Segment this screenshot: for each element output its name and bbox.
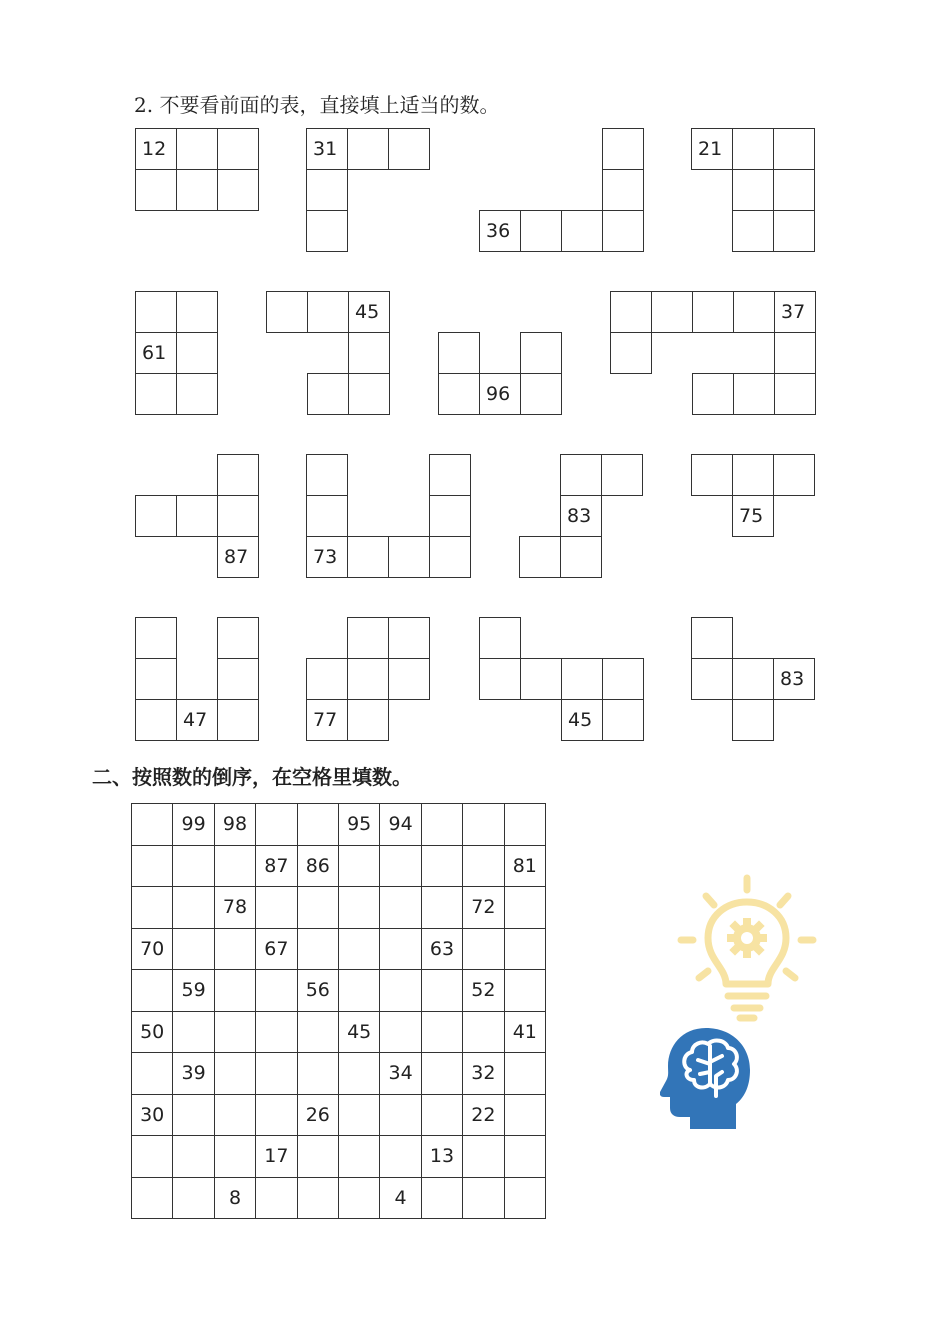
puzzle-cell-given: 45 — [561, 699, 603, 741]
puzzle-cell-given: 47 — [176, 699, 218, 741]
grid-cell-blank[interactable] — [422, 1178, 463, 1220]
puzzle-cell-blank[interactable] — [774, 373, 816, 415]
grid-cell-given: 13 — [422, 1136, 463, 1178]
puzzle-cell-blank[interactable] — [307, 373, 349, 415]
puzzle-cell-blank[interactable] — [602, 128, 644, 170]
puzzle-cell-blank[interactable] — [520, 332, 562, 374]
puzzle-cell-blank[interactable] — [347, 658, 389, 700]
grid-cell-given: 26 — [298, 1095, 339, 1137]
grid-cell-blank[interactable] — [132, 887, 173, 929]
grid-cell-blank[interactable] — [380, 929, 421, 971]
puzzle-cell-blank[interactable] — [602, 699, 644, 741]
grid-cell-blank[interactable] — [339, 1053, 380, 1095]
puzzle-cell-blank[interactable] — [774, 332, 816, 374]
grid-cell-given: 81 — [505, 846, 546, 888]
grid-cell-given: 95 — [339, 804, 380, 846]
puzzle-cell-given: 45 — [348, 291, 390, 333]
puzzle-cell-blank[interactable] — [348, 373, 390, 415]
grid-cell-blank[interactable] — [422, 1095, 463, 1137]
grid-cell-given: 67 — [256, 929, 297, 971]
grid-cell-given: 59 — [173, 970, 214, 1012]
grid-cell-blank[interactable] — [298, 1136, 339, 1178]
puzzle-cell-blank[interactable] — [176, 128, 218, 170]
puzzle-cell-blank[interactable] — [651, 291, 693, 333]
puzzle-cell-blank[interactable] — [176, 169, 218, 211]
puzzle-cell-given: 61 — [135, 332, 177, 374]
puzzle-cell-blank[interactable] — [217, 617, 259, 659]
grid-cell-blank[interactable] — [298, 1012, 339, 1054]
puzzle-cell-blank[interactable] — [135, 169, 177, 211]
grid-cell-blank[interactable] — [132, 846, 173, 888]
puzzle-cell-blank[interactable] — [217, 169, 259, 211]
puzzle-cell-blank[interactable] — [732, 658, 774, 700]
grid-cell-given: 63 — [422, 929, 463, 971]
puzzle-cell-blank[interactable] — [602, 169, 644, 211]
grid-cell-blank[interactable] — [298, 1053, 339, 1095]
puzzle-cell-blank[interactable] — [306, 169, 348, 211]
grid-cell-blank[interactable] — [173, 1012, 214, 1054]
grid-cell-blank[interactable] — [298, 929, 339, 971]
puzzle-cell-blank[interactable] — [519, 536, 561, 578]
puzzle-cell-blank[interactable] — [560, 536, 602, 578]
grid-cell-given: 56 — [298, 970, 339, 1012]
puzzle-cell-blank[interactable] — [388, 658, 430, 700]
grid-cell-blank[interactable] — [505, 1095, 546, 1137]
grid-cell-blank[interactable] — [339, 887, 380, 929]
puzzle-cell-given: 77 — [306, 699, 348, 741]
grid-cell-blank[interactable] — [298, 887, 339, 929]
grid-cell-blank[interactable] — [215, 1095, 256, 1137]
grid-cell-blank[interactable] — [215, 1012, 256, 1054]
puzzle-cell-blank[interactable] — [176, 495, 218, 537]
grid-cell-blank[interactable] — [505, 1136, 546, 1178]
puzzle-cell-given: 83 — [773, 658, 815, 700]
puzzle-cell-blank[interactable] — [479, 617, 521, 659]
grid-cell-blank[interactable] — [463, 846, 504, 888]
puzzle-cell-blank[interactable] — [732, 128, 774, 170]
grid-cell-blank[interactable] — [215, 1136, 256, 1178]
puzzle-cell-blank[interactable] — [217, 495, 259, 537]
grid-cell-given: 45 — [339, 1012, 380, 1054]
puzzle-cell-blank[interactable] — [306, 454, 348, 496]
puzzle-cell-blank[interactable] — [732, 454, 774, 496]
puzzle-cell-blank[interactable] — [732, 699, 774, 741]
grid-cell-given: 30 — [132, 1095, 173, 1137]
grid-cell-blank[interactable] — [339, 1178, 380, 1220]
puzzle-cell-blank[interactable] — [602, 658, 644, 700]
puzzle-cell-blank[interactable] — [307, 291, 349, 333]
puzzle-cell-blank[interactable] — [438, 332, 480, 374]
grid-cell-given: 17 — [256, 1136, 297, 1178]
puzzle-cell-blank[interactable] — [561, 210, 603, 252]
puzzle-cell-blank[interactable] — [520, 373, 562, 415]
lightbulb-gear-icon — [674, 872, 820, 1022]
puzzle-cell-blank[interactable] — [266, 291, 308, 333]
puzzle-cell-blank[interactable] — [176, 332, 218, 374]
grid-cell-given: 4 — [380, 1178, 421, 1220]
puzzle-cell-blank[interactable] — [691, 617, 733, 659]
grid-cell-blank[interactable] — [256, 887, 297, 929]
puzzle-cell-given: 12 — [135, 128, 177, 170]
puzzle-cell-blank[interactable] — [479, 658, 521, 700]
grid-cell-blank[interactable] — [463, 929, 504, 971]
puzzle-cell-blank[interactable] — [388, 617, 430, 659]
puzzle-cell-blank[interactable] — [217, 658, 259, 700]
grid-cell-blank[interactable] — [173, 1136, 214, 1178]
puzzle-cell-blank[interactable] — [306, 495, 348, 537]
puzzle-cell-blank[interactable] — [429, 454, 471, 496]
puzzle-cell-blank[interactable] — [601, 454, 643, 496]
grid-cell-blank[interactable] — [132, 804, 173, 846]
puzzle-cell-blank[interactable] — [520, 658, 562, 700]
head-brain-icon — [660, 1026, 752, 1130]
puzzle-cell-blank[interactable] — [176, 373, 218, 415]
grid-cell-blank[interactable] — [339, 846, 380, 888]
grid-cell-given: 70 — [132, 929, 173, 971]
grid-cell-blank[interactable] — [422, 804, 463, 846]
puzzle-cell-blank[interactable] — [348, 332, 390, 374]
puzzle-cell-blank[interactable] — [135, 495, 177, 537]
grid-cell-given: 98 — [215, 804, 256, 846]
puzzle-cell-blank[interactable] — [217, 454, 259, 496]
grid-cell-blank[interactable] — [505, 929, 546, 971]
puzzle-cell-blank[interactable] — [692, 373, 734, 415]
puzzle-cell-given: 96 — [479, 373, 521, 415]
grid-cell-blank[interactable] — [505, 1053, 546, 1095]
puzzle-cell-blank[interactable] — [561, 658, 603, 700]
section-2-title: 二、按照数的倒序，在空格里填数。 — [92, 765, 412, 789]
puzzle-cell-blank[interactable] — [429, 536, 471, 578]
grid-cell-blank[interactable] — [422, 846, 463, 888]
puzzle-cell-blank[interactable] — [773, 128, 815, 170]
grid-cell-blank[interactable] — [132, 1053, 173, 1095]
grid-cell-blank[interactable] — [505, 804, 546, 846]
puzzle-cell-blank[interactable] — [733, 291, 775, 333]
grid-cell-blank[interactable] — [505, 970, 546, 1012]
puzzle-cell-blank[interactable] — [347, 128, 389, 170]
grid-cell-blank[interactable] — [505, 1178, 546, 1220]
puzzle-cell-blank[interactable] — [176, 291, 218, 333]
puzzle-cell-blank[interactable] — [773, 454, 815, 496]
grid-cell-blank[interactable] — [380, 970, 421, 1012]
grid-cell-blank[interactable] — [463, 804, 504, 846]
grid-cell-blank[interactable] — [132, 970, 173, 1012]
grid-cell-blank[interactable] — [298, 804, 339, 846]
grid-cell-blank[interactable] — [298, 1178, 339, 1220]
puzzle-cell-blank[interactable] — [520, 210, 562, 252]
puzzle-cell-blank[interactable] — [347, 536, 389, 578]
grid-cell-given: 50 — [132, 1012, 173, 1054]
grid-cell-blank[interactable] — [215, 970, 256, 1012]
grid-cell-blank[interactable] — [173, 1095, 214, 1137]
puzzle-cell-blank[interactable] — [733, 373, 775, 415]
grid-cell-blank[interactable] — [173, 929, 214, 971]
puzzle-cell-blank[interactable] — [135, 699, 177, 741]
grid-cell-blank[interactable] — [380, 1136, 421, 1178]
grid-cell-blank[interactable] — [339, 929, 380, 971]
puzzle-cell-given: 83 — [560, 495, 602, 537]
puzzle-cell-blank[interactable] — [217, 699, 259, 741]
puzzle-cell-blank[interactable] — [388, 128, 430, 170]
puzzle-cell-blank[interactable] — [347, 617, 389, 659]
puzzle-cell-given: 37 — [774, 291, 816, 333]
puzzle-cell-blank[interactable] — [773, 169, 815, 211]
grid-cell-blank[interactable] — [256, 970, 297, 1012]
grid-cell-blank[interactable] — [380, 887, 421, 929]
grid-cell-given: 78 — [215, 887, 256, 929]
puzzle-cell-blank[interactable] — [429, 495, 471, 537]
grid-cell-given: 94 — [380, 804, 421, 846]
grid-cell-given: 34 — [380, 1053, 421, 1095]
grid-cell-given: 72 — [463, 887, 504, 929]
puzzle-cell-blank[interactable] — [217, 128, 259, 170]
grid-cell-blank[interactable] — [256, 804, 297, 846]
puzzle-cell-blank[interactable] — [135, 291, 177, 333]
grid-cell-blank[interactable] — [339, 1095, 380, 1137]
grid-cell-given: 52 — [463, 970, 504, 1012]
grid-cell-blank[interactable] — [422, 970, 463, 1012]
grid-cell-blank[interactable] — [256, 1053, 297, 1095]
grid-cell-blank[interactable] — [173, 887, 214, 929]
puzzle-cell-blank[interactable] — [691, 454, 733, 496]
grid-cell-blank[interactable] — [380, 1012, 421, 1054]
grid-cell-blank[interactable] — [339, 1136, 380, 1178]
grid-cell-blank[interactable] — [132, 1178, 173, 1220]
reverse-number-grid — [131, 803, 546, 1219]
puzzle-cell-blank[interactable] — [602, 210, 644, 252]
grid-cell-given: 87 — [256, 846, 297, 888]
puzzle-cell-given: 73 — [306, 536, 348, 578]
puzzle-cell-blank[interactable] — [773, 210, 815, 252]
puzzle-cell-given: 75 — [732, 495, 774, 537]
grid-cell-blank[interactable] — [463, 1012, 504, 1054]
grid-cell-blank[interactable] — [339, 970, 380, 1012]
grid-cell-blank[interactable] — [256, 1095, 297, 1137]
puzzle-cell-blank[interactable] — [691, 658, 733, 700]
grid-cell-blank[interactable] — [173, 1178, 214, 1220]
puzzle-cell-blank[interactable] — [610, 332, 652, 374]
grid-cell-blank[interactable] — [256, 1012, 297, 1054]
puzzle-cell-given: 21 — [691, 128, 733, 170]
grid-cell-blank[interactable] — [422, 1012, 463, 1054]
puzzle-cell-blank[interactable] — [438, 373, 480, 415]
puzzle-cell-blank[interactable] — [560, 454, 602, 496]
grid-cell-blank[interactable] — [173, 846, 214, 888]
grid-cell-given: 99 — [173, 804, 214, 846]
grid-cell-blank[interactable] — [422, 1053, 463, 1095]
grid-cell-blank[interactable] — [380, 1095, 421, 1137]
puzzle-cell-blank[interactable] — [135, 373, 177, 415]
puzzle-cell-blank[interactable] — [388, 536, 430, 578]
puzzle-cell-blank[interactable] — [732, 169, 774, 211]
grid-cell-given: 86 — [298, 846, 339, 888]
grid-cell-blank[interactable] — [256, 1178, 297, 1220]
puzzle-cell-blank[interactable] — [135, 658, 177, 700]
puzzle-cell-blank[interactable] — [692, 291, 734, 333]
grid-cell-given: 22 — [463, 1095, 504, 1137]
section-1-title: 2. 不要看前面的表，直接填上适当的数。 — [134, 93, 500, 117]
puzzle-cell-blank[interactable] — [610, 291, 652, 333]
grid-cell-blank[interactable] — [505, 887, 546, 929]
grid-cell-given: 39 — [173, 1053, 214, 1095]
puzzle-cell-given: 31 — [306, 128, 348, 170]
puzzle-cell-blank[interactable] — [347, 699, 389, 741]
grid-cell-blank[interactable] — [463, 1178, 504, 1220]
grid-cell-blank[interactable] — [215, 846, 256, 888]
puzzle-cell-given: 87 — [217, 536, 259, 578]
puzzle-cell-blank[interactable] — [135, 617, 177, 659]
puzzle-cell-blank[interactable] — [732, 210, 774, 252]
grid-cell-given: 32 — [463, 1053, 504, 1095]
grid-cell-given: 8 — [215, 1178, 256, 1220]
puzzle-cell-blank[interactable] — [306, 658, 348, 700]
grid-cell-blank[interactable] — [380, 846, 421, 888]
puzzle-cell-blank[interactable] — [306, 210, 348, 252]
puzzle-cell-given: 36 — [479, 210, 521, 252]
grid-cell-blank[interactable] — [215, 929, 256, 971]
grid-cell-blank[interactable] — [422, 887, 463, 929]
grid-cell-blank[interactable] — [132, 1136, 173, 1178]
grid-cell-given: 41 — [505, 1012, 546, 1054]
grid-cell-blank[interactable] — [215, 1053, 256, 1095]
grid-cell-blank[interactable] — [463, 1136, 504, 1178]
